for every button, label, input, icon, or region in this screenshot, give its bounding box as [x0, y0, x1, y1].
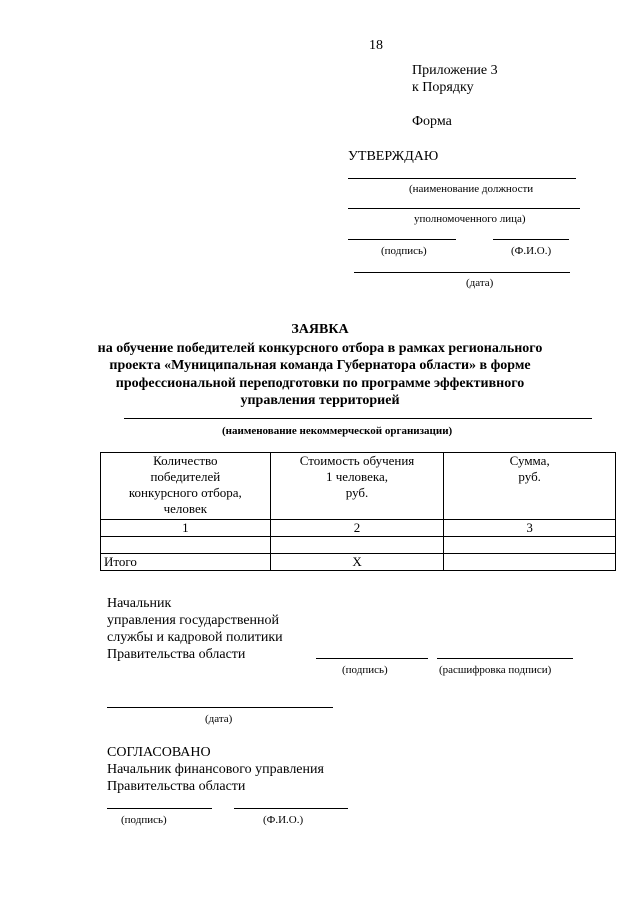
head-decoding-caption: (расшифровка подписи)	[439, 664, 552, 676]
position-line-2	[348, 208, 580, 209]
form-label: Форма	[412, 114, 452, 129]
organization-caption: (наименование некоммерческой организации)	[222, 425, 453, 437]
approve-heading: УТВЕРЖДАЮ	[348, 149, 439, 164]
head-line-3: службы и кадровой политики	[107, 630, 283, 645]
table-row	[101, 537, 616, 554]
table-number-row	[101, 520, 616, 537]
appendix-line-1: Приложение 3	[412, 63, 498, 78]
agreed-line-1: Начальник финансового управления	[107, 762, 324, 777]
total-cost: Х	[270, 554, 444, 571]
position-caption-1: (наименование должности	[409, 183, 534, 195]
organization-line	[124, 418, 592, 419]
header-quantity-line: конкурсного отбора,	[128, 485, 242, 500]
agreed-fio-caption: (Ф.И.О.)	[263, 814, 304, 826]
table-cell	[444, 537, 616, 554]
header-quantity-line: победителей	[150, 469, 221, 484]
table-header-row	[101, 453, 616, 520]
title-line-1: на обучение победителей конкурсного отбора в рамках регионального	[97, 341, 543, 356]
total-label: Итого	[101, 554, 271, 571]
head-date-caption: (дата)	[205, 713, 233, 725]
column-number-1: 1	[101, 520, 271, 537]
request-table	[100, 452, 616, 571]
header-cost	[270, 453, 444, 520]
header-quantity-line: Количество	[153, 453, 218, 468]
head-date-line	[107, 707, 333, 708]
agreed-heading: СОГЛАСОВАНО	[107, 745, 211, 760]
position-line-1	[348, 178, 576, 179]
head-signature-line	[316, 658, 428, 659]
approve-signature-line	[348, 239, 456, 240]
header-quantity-line: человек	[163, 501, 208, 516]
appendix-line-2: к Порядку	[412, 80, 474, 95]
agreed-signature-caption: (подпись)	[121, 814, 167, 826]
header-sum	[444, 453, 616, 520]
header-cost-line: Стоимость обучения	[299, 453, 415, 468]
head-signature-caption: (подпись)	[342, 664, 388, 676]
total-sum	[444, 554, 616, 571]
agreed-signature-line	[107, 808, 212, 809]
approve-fio-line	[493, 239, 569, 240]
head-decoding-line	[437, 658, 573, 659]
header-sum-line: Сумма,	[509, 453, 550, 468]
title-line-3: профессиональной переподготовки по программе эффективного	[115, 376, 525, 391]
title-line-2: проекта «Муниципальная команда Губернатора области» в форме	[109, 358, 531, 373]
column-number-3: 3	[444, 520, 616, 537]
header-quantity	[101, 453, 271, 520]
header-sum-line: руб.	[518, 469, 541, 484]
head-line-4: Правительства области	[107, 647, 246, 662]
approve-date-line	[354, 272, 570, 273]
header-cost-line: 1 человека,	[326, 469, 389, 484]
column-number-2: 2	[270, 520, 444, 537]
title-line-4: управления территорией	[240, 393, 400, 408]
table-total-row	[101, 554, 616, 571]
head-line-2: управления государственной	[107, 613, 280, 628]
header-cost-line: руб.	[345, 485, 369, 500]
page-number: 18	[369, 38, 383, 53]
approve-date-caption: (дата)	[466, 277, 494, 289]
head-line-1: Начальник	[107, 596, 172, 611]
position-caption-2: уполномоченного лица)	[414, 213, 526, 225]
agreed-line-2: Правительства области	[107, 779, 246, 794]
approve-fio-caption: (Ф.И.О.)	[511, 245, 552, 257]
approve-signature-caption: (подпись)	[381, 245, 427, 257]
document-title: ЗАЯВКА	[291, 322, 349, 337]
table-cell	[270, 537, 444, 554]
agreed-fio-line	[234, 808, 348, 809]
table-cell	[101, 537, 271, 554]
